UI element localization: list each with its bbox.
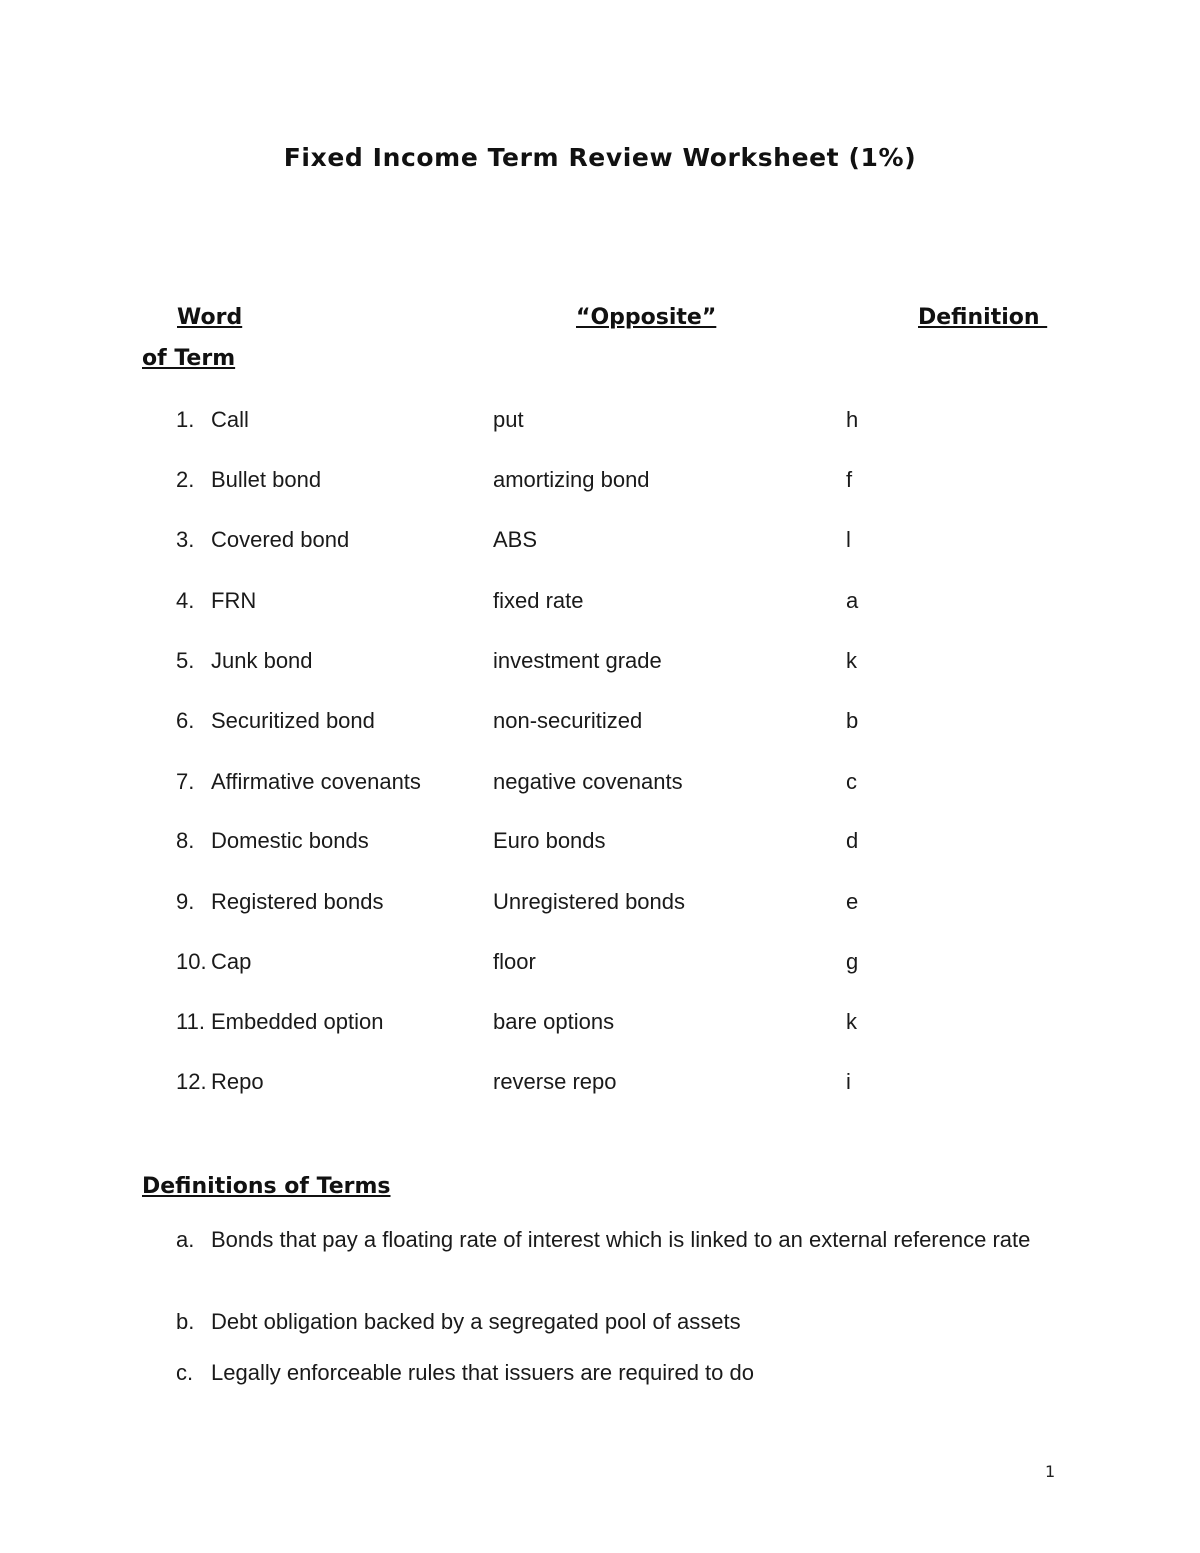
definition-letter: c. <box>176 1360 194 1385</box>
term-number: 7. <box>176 769 195 794</box>
term-word: Embedded option <box>211 1009 384 1034</box>
term-definition-letter: k <box>846 1009 857 1034</box>
term-opposite: reverse repo <box>493 1069 617 1094</box>
term-number: 5. <box>176 648 195 673</box>
term-definition-letter: l <box>846 527 851 552</box>
term-definition-letter: d <box>846 828 859 853</box>
term-word: Bullet bond <box>211 467 322 492</box>
column-header-definition-continued: of Term <box>142 346 236 371</box>
term-opposite: investment grade <box>493 648 662 673</box>
term-opposite: bare options <box>493 1009 615 1034</box>
term-row <box>0 464 1200 496</box>
page-title: Fixed Income Term Review Worksheet (1%) <box>283 143 917 172</box>
term-opposite: ABS <box>493 527 538 552</box>
term-opposite: Unregistered bonds <box>493 889 686 914</box>
column-header-opposite: “Opposite” <box>576 305 717 330</box>
term-number: 8. <box>176 828 195 853</box>
term-definition-letter: f <box>846 467 853 492</box>
term-number: 1. <box>176 407 195 432</box>
term-number: 10. <box>176 949 207 974</box>
term-number: 12. <box>176 1069 207 1094</box>
column-header-word: Word <box>177 305 243 330</box>
term-opposite: negative covenants <box>493 769 683 794</box>
definition-text: Debt obligation backed by a segregated pool of assets <box>211 1309 741 1334</box>
term-definition-letter: c <box>846 769 857 794</box>
term-word: Covered bond <box>211 527 350 552</box>
term-opposite: floor <box>493 949 536 974</box>
term-word: FRN <box>211 588 257 613</box>
term-number: 9. <box>176 889 195 914</box>
term-opposite: Euro bonds <box>493 828 606 853</box>
term-opposite: amortizing bond <box>493 467 650 492</box>
term-word: Call <box>211 407 249 432</box>
term-definition-letter: h <box>846 407 859 432</box>
term-number: 3. <box>176 527 195 552</box>
term-row <box>0 705 1200 737</box>
term-definition-letter: e <box>846 889 859 914</box>
term-row <box>0 645 1200 677</box>
term-word: Registered bonds <box>211 889 384 914</box>
term-definition-letter: i <box>846 1069 851 1094</box>
term-word: Securitized bond <box>211 708 375 733</box>
term-definition-letter: a <box>846 588 859 613</box>
page-number: 1 <box>1045 1462 1056 1481</box>
definition-text: Bonds that pay a floating rate of interest which is linked to an external reference rate <box>211 1227 1031 1252</box>
term-word: Affirmative covenants <box>211 769 421 794</box>
definition-text: Legally enforceable rules that issuers are required to do <box>211 1360 754 1385</box>
term-row <box>0 1006 1200 1038</box>
term-number: 2. <box>176 467 195 492</box>
term-opposite: fixed rate <box>493 588 584 613</box>
definition-letter: b. <box>176 1309 195 1334</box>
definitions-heading: Definitions of Terms <box>142 1174 391 1199</box>
term-definition-letter: g <box>846 949 859 974</box>
term-number: 4. <box>176 588 195 613</box>
term-number: 11. <box>176 1009 205 1034</box>
term-word: Junk bond <box>211 648 313 673</box>
term-opposite: put <box>493 407 524 432</box>
term-row <box>0 1066 1200 1098</box>
term-word: Cap <box>211 949 252 974</box>
term-opposite: non-securitized <box>493 708 643 733</box>
column-header-definition: Definition <box>918 305 1048 330</box>
term-number: 6. <box>176 708 195 733</box>
term-row <box>0 524 1200 556</box>
term-word: Domestic bonds <box>211 828 369 853</box>
term-row <box>0 404 1200 436</box>
term-definition-letter: k <box>846 648 857 673</box>
term-row <box>0 585 1200 617</box>
term-row <box>0 886 1200 918</box>
term-word: Repo <box>211 1069 264 1094</box>
definition-letter: a. <box>176 1227 195 1252</box>
term-row <box>0 825 1200 857</box>
term-row <box>0 766 1200 798</box>
term-definition-letter: b <box>846 708 859 733</box>
term-row <box>0 946 1200 978</box>
